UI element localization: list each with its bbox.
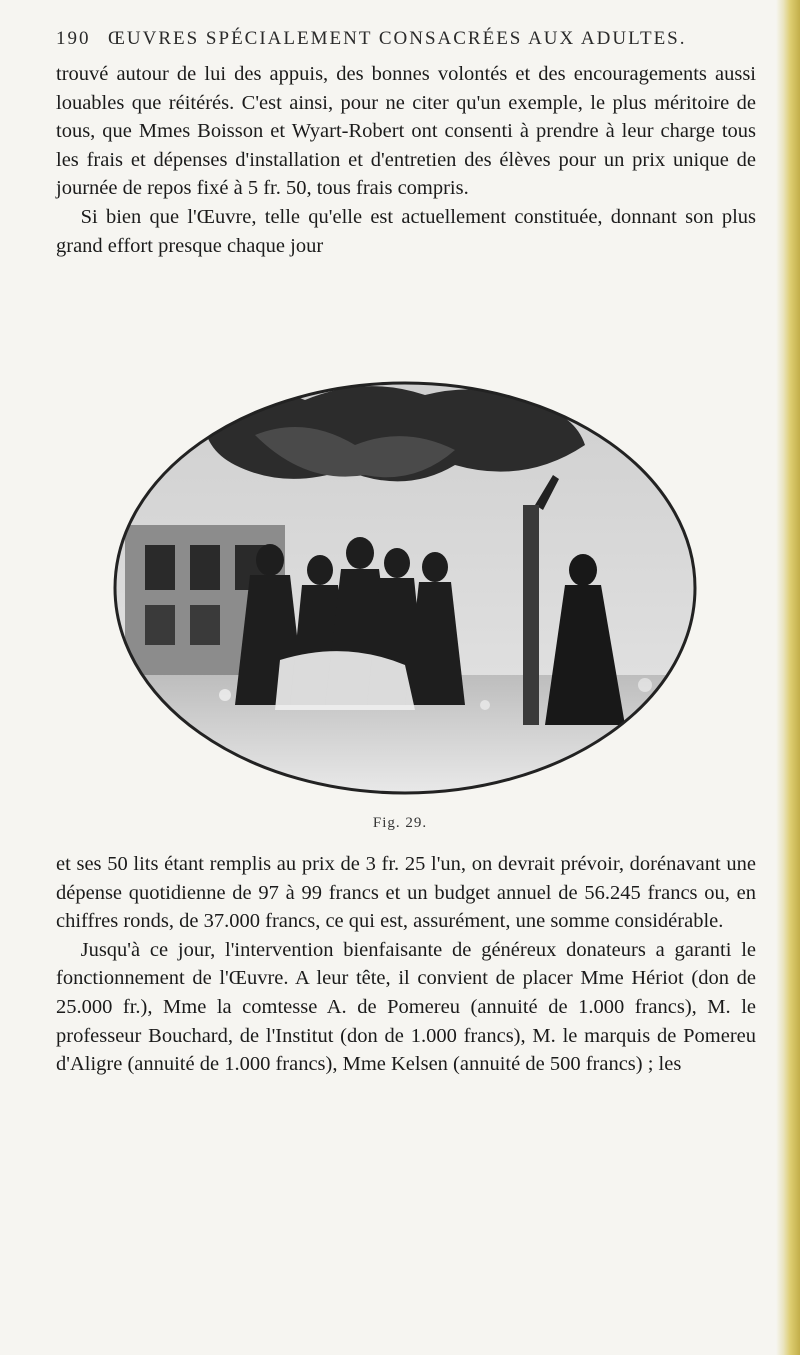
figure-caption: Fig. 29. <box>372 815 428 831</box>
bottom-text-block <box>56 850 756 1079</box>
running-head <box>56 28 756 50</box>
page-edge <box>776 0 800 1355</box>
paragraph: et ses 50 lits étant remplis au prix de 3 fr. 25 l'un, on devrait prévoir, dorénavant une dépense quotidienne de 97 à 99 francs et un budget annuel de 56.245 francs ou, en chiffres ronds, de 37.000 francs, ce qui est, assurément, une somme considérable. <box>56 853 756 933</box>
paragraph: trouvé autour de lui des appuis, des bonnes volontés et des encouragements aussi louables que réitérés. C'est ainsi, pour ne citer qu'un exemple, le plus méritoire de tous, que Mmes Boisson et Wyart-Robert ont consenti à prendre à leur charge tous les frais et dépenses d'installation et d'entretien des élèves pour un prix unique de journée de repos fixé à 5 fr. 50, tous frais compris. <box>56 63 756 200</box>
page-number: 190 <box>56 28 91 49</box>
paragraph: Si bien que l'Œuvre, telle qu'elle est actuellement constituée, donnant son plus grand effort presque chaque jour <box>56 205 756 257</box>
running-title: ŒUVRES SPÉCIALEMENT CONSACRÉES AUX ADULTES. <box>108 28 687 49</box>
top-text-block <box>56 60 756 260</box>
paragraph: Jusqu'à ce jour, l'intervention bienfaisante de généreux donateurs a garanti le fonctionnement de l'Œuvre. A leur tête, il convient de placer Mme Hériot (don de 25.000 fr.), Mme la comtesse A. de Pomereu (annuité de 1.000 francs), M. le professeur Bouchard, de l'Institut (don de 1.000 francs), M. le marquis de Pomereu d'Aligre (annuité de 1.000 francs), Mme Kelsen (annuité de 500 francs) ; les <box>56 938 756 1076</box>
oval-photograph <box>105 375 705 805</box>
photograph-figure <box>105 375 705 805</box>
